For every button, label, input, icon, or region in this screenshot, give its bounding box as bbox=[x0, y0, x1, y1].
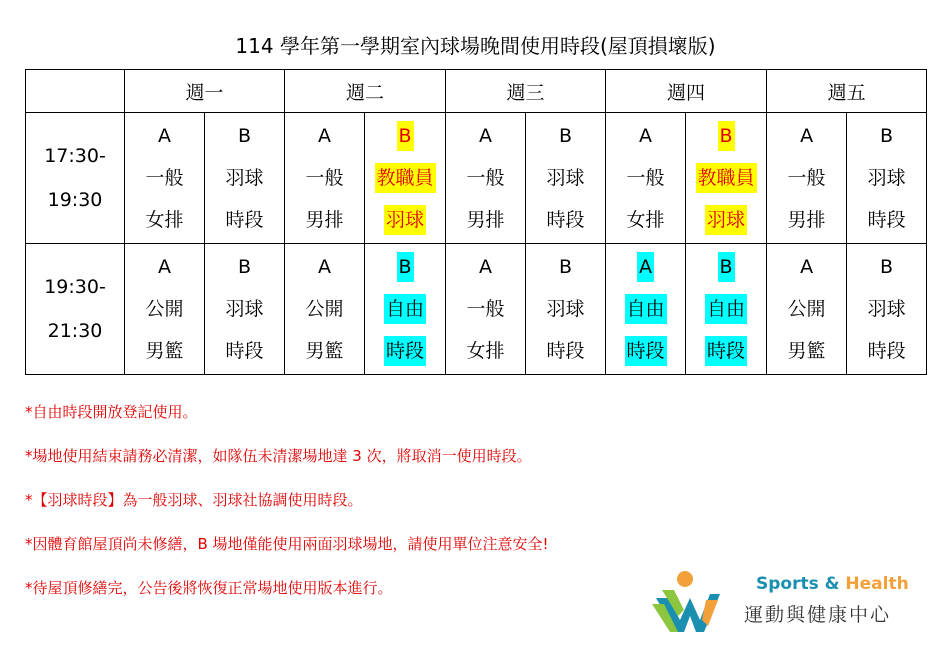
slot-line: B bbox=[880, 256, 894, 278]
slot-line: A bbox=[800, 256, 814, 278]
slot-line: B bbox=[397, 252, 414, 282]
note-item: *【羽球時段】為一般羽球、羽球社協調使用時段。 bbox=[25, 491, 363, 509]
slot-line: A bbox=[637, 252, 654, 282]
court-slot-cell bbox=[205, 244, 285, 375]
logo-health: Health bbox=[845, 574, 909, 594]
court-slot-cell bbox=[125, 113, 205, 244]
logo-chinese: 運動與健康中心 bbox=[744, 604, 892, 626]
slot-line: 公開 bbox=[145, 298, 184, 320]
slot-line: 一般 bbox=[626, 167, 665, 189]
slot-line: 公開 bbox=[305, 298, 344, 320]
slot-line: A bbox=[318, 256, 332, 278]
page-title: 114 學年第一學期室內球場晚間使用時段(屋頂損壞版) bbox=[235, 34, 716, 58]
slot-line: 時段 bbox=[384, 336, 426, 366]
slot-line: 男籃 bbox=[787, 340, 826, 362]
court-slot-cell bbox=[285, 113, 365, 244]
sports-health-logo bbox=[652, 570, 932, 640]
court-slot-cell bbox=[767, 113, 847, 244]
time-slot-label bbox=[26, 113, 125, 244]
slot-line: A bbox=[800, 125, 814, 147]
note-item: *自由時段開放登記使用。 bbox=[25, 403, 198, 421]
slot-line: 羽球 bbox=[546, 167, 585, 189]
slot-line: 一般 bbox=[305, 167, 344, 189]
logo-english bbox=[756, 574, 909, 594]
day-header: 週二 bbox=[285, 70, 446, 113]
slot-line: 羽球 bbox=[867, 298, 906, 320]
court-slot-cell bbox=[606, 113, 686, 244]
slot-line: 教職員 bbox=[696, 163, 757, 193]
note-item: *場地使用結束請務必清潔，如隊伍未清潔場地達 3 次，將取消一使用時段。 bbox=[25, 447, 532, 465]
slot-line: 一般 bbox=[787, 167, 826, 189]
slot-line: A bbox=[479, 125, 493, 147]
time-slot-label bbox=[26, 244, 125, 375]
notes-list bbox=[25, 398, 725, 618]
note-item: *因體育館屋頂尚未修繕，B 場地僅能使用兩面羽球場地，請使用單位注意安全! bbox=[25, 535, 549, 553]
slot-line: A bbox=[639, 125, 653, 147]
day-header: 週四 bbox=[606, 70, 767, 113]
day-header: 週五 bbox=[767, 70, 927, 113]
slot-line: A bbox=[318, 125, 332, 147]
slot-line: 羽球 bbox=[546, 298, 585, 320]
court-slot-cell bbox=[285, 244, 365, 375]
slot-line: B bbox=[718, 121, 735, 151]
day-header: 週一 bbox=[125, 70, 285, 113]
day-header: 週三 bbox=[446, 70, 606, 113]
slot-line: B bbox=[880, 125, 894, 147]
slot-line: 男排 bbox=[466, 209, 505, 231]
court-slot-cell bbox=[526, 244, 606, 375]
slot-line: 自由 bbox=[625, 294, 667, 324]
logo-mark-icon bbox=[652, 570, 724, 636]
court-slot-cell bbox=[365, 244, 446, 375]
logo-amp: & bbox=[824, 574, 840, 594]
court-slot-cell bbox=[847, 113, 927, 244]
slot-line: B bbox=[559, 256, 573, 278]
time-text: 19:30 bbox=[47, 189, 103, 211]
schedule-row bbox=[26, 113, 927, 244]
slot-line: 教職員 bbox=[375, 163, 436, 193]
slot-line: 男排 bbox=[305, 209, 344, 231]
slot-line: 時段 bbox=[867, 340, 906, 362]
court-slot-cell bbox=[606, 244, 686, 375]
slot-line: 男籃 bbox=[145, 340, 184, 362]
schedule-table bbox=[25, 69, 927, 375]
slot-line: 男籃 bbox=[305, 340, 344, 362]
slot-line: 公開 bbox=[787, 298, 826, 320]
slot-line: B bbox=[718, 252, 735, 282]
slot-line: 羽球 bbox=[867, 167, 906, 189]
time-text: 17:30- bbox=[44, 145, 106, 167]
slot-line: 時段 bbox=[225, 340, 264, 362]
court-slot-cell bbox=[767, 244, 847, 375]
court-slot-cell bbox=[446, 113, 526, 244]
slot-line: 女排 bbox=[145, 209, 184, 231]
court-slot-cell bbox=[686, 244, 767, 375]
court-slot-cell bbox=[847, 244, 927, 375]
slot-line: A bbox=[158, 125, 171, 147]
slot-line: 自由 bbox=[384, 294, 426, 324]
slot-line: A bbox=[479, 256, 493, 278]
slot-line: 一般 bbox=[466, 167, 505, 189]
slot-line: B bbox=[559, 125, 573, 147]
slot-line: 時段 bbox=[867, 209, 906, 231]
court-slot-cell bbox=[205, 113, 285, 244]
header-row bbox=[26, 70, 927, 113]
court-slot-cell bbox=[686, 113, 767, 244]
slot-line: 時段 bbox=[546, 340, 585, 362]
schedule-row bbox=[26, 244, 927, 375]
slot-line: 羽球 bbox=[225, 298, 264, 320]
slot-line: B bbox=[237, 125, 252, 147]
court-slot-cell bbox=[365, 113, 446, 244]
slot-line: 時段 bbox=[625, 336, 667, 366]
slot-line: 時段 bbox=[225, 209, 264, 231]
note-item: *待屋頂修繕完，公告後將恢復正常場地使用版本進行。 bbox=[25, 579, 393, 597]
slot-line: B bbox=[237, 256, 252, 278]
logo-sports: Sports bbox=[756, 574, 819, 594]
slot-line: 一般 bbox=[145, 167, 184, 189]
court-slot-cell bbox=[125, 244, 205, 375]
court-slot-cell bbox=[526, 113, 606, 244]
corner-cell bbox=[26, 70, 125, 113]
slot-line: 女排 bbox=[466, 340, 505, 362]
slot-line: 男排 bbox=[787, 209, 826, 231]
slot-line: 女排 bbox=[626, 209, 665, 231]
slot-line: 時段 bbox=[546, 209, 585, 231]
court-slot-cell bbox=[446, 244, 526, 375]
slot-line: B bbox=[397, 121, 414, 151]
slot-line: 羽球 bbox=[705, 205, 747, 235]
slot-line: 羽球 bbox=[384, 205, 426, 235]
slot-line: 羽球 bbox=[225, 167, 264, 189]
slot-line: 時段 bbox=[705, 336, 747, 366]
slot-line: 自由 bbox=[705, 294, 747, 324]
time-text: 21:30 bbox=[47, 320, 103, 342]
slot-line: A bbox=[158, 256, 171, 278]
slot-line: 一般 bbox=[466, 298, 505, 320]
time-text: 19:30- bbox=[44, 276, 106, 298]
